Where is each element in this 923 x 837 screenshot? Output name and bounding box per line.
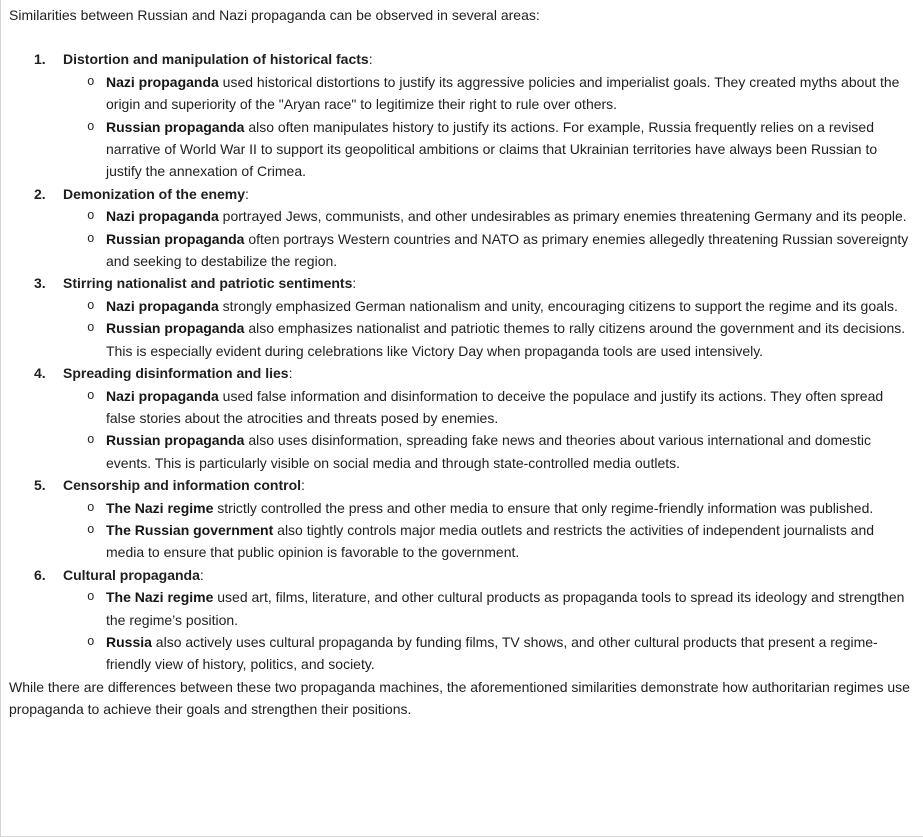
bullet-text bbox=[106, 317, 917, 362]
bullet-rest: strongly emphasized German nationalism and unity, encouraging citizens to support the regime and its goals. bbox=[218, 297, 898, 314]
bullet-rest: also uses disinformation, spreading fake news and theories about various international and domestic events. This is particularly visible on social media and through state-controlled media outlets. bbox=[106, 432, 871, 471]
bullet-text bbox=[106, 116, 917, 183]
bullet-rest: portrayed Jews, communists, and other undesirables as primary enemies threatening Germany and its people. bbox=[218, 208, 907, 225]
bullet-text bbox=[106, 429, 917, 474]
item-heading-row bbox=[9, 272, 917, 294]
item-heading-row bbox=[9, 48, 917, 70]
item-heading-text: Demonization of the enemy bbox=[63, 185, 246, 202]
list-item bbox=[9, 183, 917, 273]
sub-bullet bbox=[9, 116, 917, 183]
bullet-lead: Nazi propaganda bbox=[106, 73, 219, 90]
sub-bullet bbox=[9, 631, 917, 676]
item-heading-text: Distortion and manipulation of historical facts bbox=[63, 51, 369, 68]
bullet-marker: o bbox=[87, 231, 95, 246]
bullet-rest: used historical distortions to justify its aggressive policies and imperialist goals. They created myths about the origin and superiority of the "Aryan race" to legitimize their right to rule over others. bbox=[106, 73, 900, 113]
list-item bbox=[9, 362, 917, 474]
sub-bullet bbox=[9, 385, 917, 430]
heading-colon: : bbox=[245, 185, 249, 202]
bullet-text bbox=[106, 631, 917, 676]
item-number: 6. bbox=[34, 566, 46, 583]
bullet-text bbox=[106, 586, 917, 631]
bullet-marker: o bbox=[87, 321, 95, 336]
bullet-marker: o bbox=[87, 119, 95, 134]
bullet-marker: o bbox=[87, 522, 95, 537]
bullet-rest: often portrays Western countries and NATO as primary enemies allegedly threatening Russian sovereignty and seeking to destabilize the region. bbox=[106, 230, 909, 270]
bullet-text bbox=[106, 205, 917, 227]
bullet-lead: Nazi propaganda bbox=[106, 297, 219, 314]
item-heading-row bbox=[9, 362, 917, 384]
bullet-marker: o bbox=[87, 590, 95, 605]
bullet-text bbox=[106, 519, 917, 564]
bullet-rest: strictly controlled the press and other media to ensure that only regime-friendly information was published. bbox=[213, 499, 874, 516]
item-heading bbox=[63, 183, 917, 205]
heading-colon: : bbox=[368, 51, 373, 68]
list-item bbox=[9, 272, 917, 362]
bullet-text bbox=[106, 385, 917, 430]
item-heading-row bbox=[9, 183, 917, 205]
bullet-rest: used art, films, literature, and other cultural products as propaganda tools to spread its ideology and strengthen the regime’s position. bbox=[106, 589, 905, 628]
sub-bullet bbox=[9, 295, 917, 317]
sub-bullet bbox=[9, 71, 917, 116]
sub-bullet bbox=[9, 519, 917, 564]
item-heading bbox=[63, 48, 917, 70]
item-number: 2. bbox=[34, 185, 46, 202]
item-heading bbox=[63, 272, 917, 294]
bullet-lead: Russia bbox=[106, 633, 152, 650]
bullet-marker: o bbox=[87, 433, 95, 448]
bullet-lead: The Russian government bbox=[106, 521, 274, 538]
list-item bbox=[9, 48, 917, 182]
bullet-rest: also actively uses cultural propaganda by funding films, TV shows, and other cultural products that present a regime-friendly view of history, politics, and society. bbox=[106, 633, 878, 673]
intro-paragraph: Similarities between Russian and Nazi propaganda can be observed in several areas: bbox=[9, 7, 540, 23]
item-number: 3. bbox=[34, 275, 46, 292]
list-item bbox=[9, 564, 917, 676]
closing-paragraph: While there are differences between these two propaganda machines, the aforementioned similarities demonstrate how authoritarian regimes use propaganda to achieve their goals and strengthen their positions. bbox=[9, 678, 910, 718]
bullet-text bbox=[106, 295, 917, 317]
bullet-text bbox=[106, 497, 917, 519]
sub-bullet bbox=[9, 317, 917, 362]
item-number: 1. bbox=[34, 51, 46, 68]
bullet-text bbox=[106, 71, 917, 116]
bullet-marker: o bbox=[87, 634, 95, 649]
bullet-lead: Nazi propaganda bbox=[106, 387, 219, 404]
item-heading-row bbox=[9, 474, 917, 496]
bullet-lead: Russian propaganda bbox=[106, 230, 245, 247]
bullet-rest: used false information and disinformation to deceive the populace and justify its actions. They often spread false stories about the atrocities and threats posed by enemies. bbox=[106, 387, 884, 426]
sub-bullet bbox=[9, 497, 917, 519]
bullet-lead: The Nazi regime bbox=[106, 589, 214, 606]
bullet-lead: Russian propaganda bbox=[106, 118, 245, 135]
item-heading-text: Spreading disinformation and lies bbox=[63, 365, 289, 382]
item-heading-text: Stirring nationalist and patriotic sentiments bbox=[63, 275, 353, 292]
bullet-lead: Russian propaganda bbox=[106, 320, 245, 337]
blank-line bbox=[9, 26, 917, 48]
bullet-marker: o bbox=[87, 74, 95, 89]
heading-colon: : bbox=[352, 275, 357, 292]
item-number: 5. bbox=[34, 477, 46, 494]
item-heading-text: Cultural propaganda bbox=[63, 566, 200, 583]
bullet-rest: also often manipulates history to justify its actions. For example, Russia frequently relies on a revised narrative of World War II to support its geopolitical ambitions or claims that Ukrainian territories have always been Russian to justify the annexation of Crimea. bbox=[106, 118, 878, 180]
item-heading-row bbox=[9, 564, 917, 586]
heading-colon: : bbox=[288, 365, 293, 382]
bullet-lead: Nazi propaganda bbox=[106, 208, 219, 225]
bullet-marker: o bbox=[87, 388, 95, 403]
sub-bullet bbox=[9, 205, 917, 227]
bullet-rest: also tightly controls major media outlets and restricts the activities of independent journalists and media to ensure that public opinion is favorable to the government. bbox=[106, 521, 875, 561]
item-heading bbox=[63, 474, 917, 496]
heading-colon: : bbox=[301, 477, 305, 494]
bullet-marker: o bbox=[87, 500, 95, 515]
bullet-rest: also emphasizes nationalist and patriotic themes to rally citizens around the government and its decisions. This is especially evident during celebrations like Victory Day when propaganda tools are used intensively. bbox=[106, 320, 906, 359]
bullet-marker: o bbox=[87, 209, 95, 224]
heading-colon: : bbox=[199, 566, 204, 583]
bullet-lead: The Nazi regime bbox=[106, 499, 214, 516]
bullet-lead: Russian propaganda bbox=[106, 432, 245, 449]
sub-bullet bbox=[9, 586, 917, 631]
item-number: 4. bbox=[34, 365, 46, 382]
ordered-list bbox=[9, 48, 917, 675]
item-heading bbox=[63, 564, 917, 586]
item-heading-text: Censorship and information control bbox=[63, 477, 302, 494]
sub-bullet bbox=[9, 429, 917, 474]
bullet-marker: o bbox=[87, 298, 95, 313]
bullet-text bbox=[106, 228, 917, 273]
list-item bbox=[9, 474, 917, 564]
item-heading bbox=[63, 362, 917, 384]
sub-bullet bbox=[9, 228, 917, 273]
